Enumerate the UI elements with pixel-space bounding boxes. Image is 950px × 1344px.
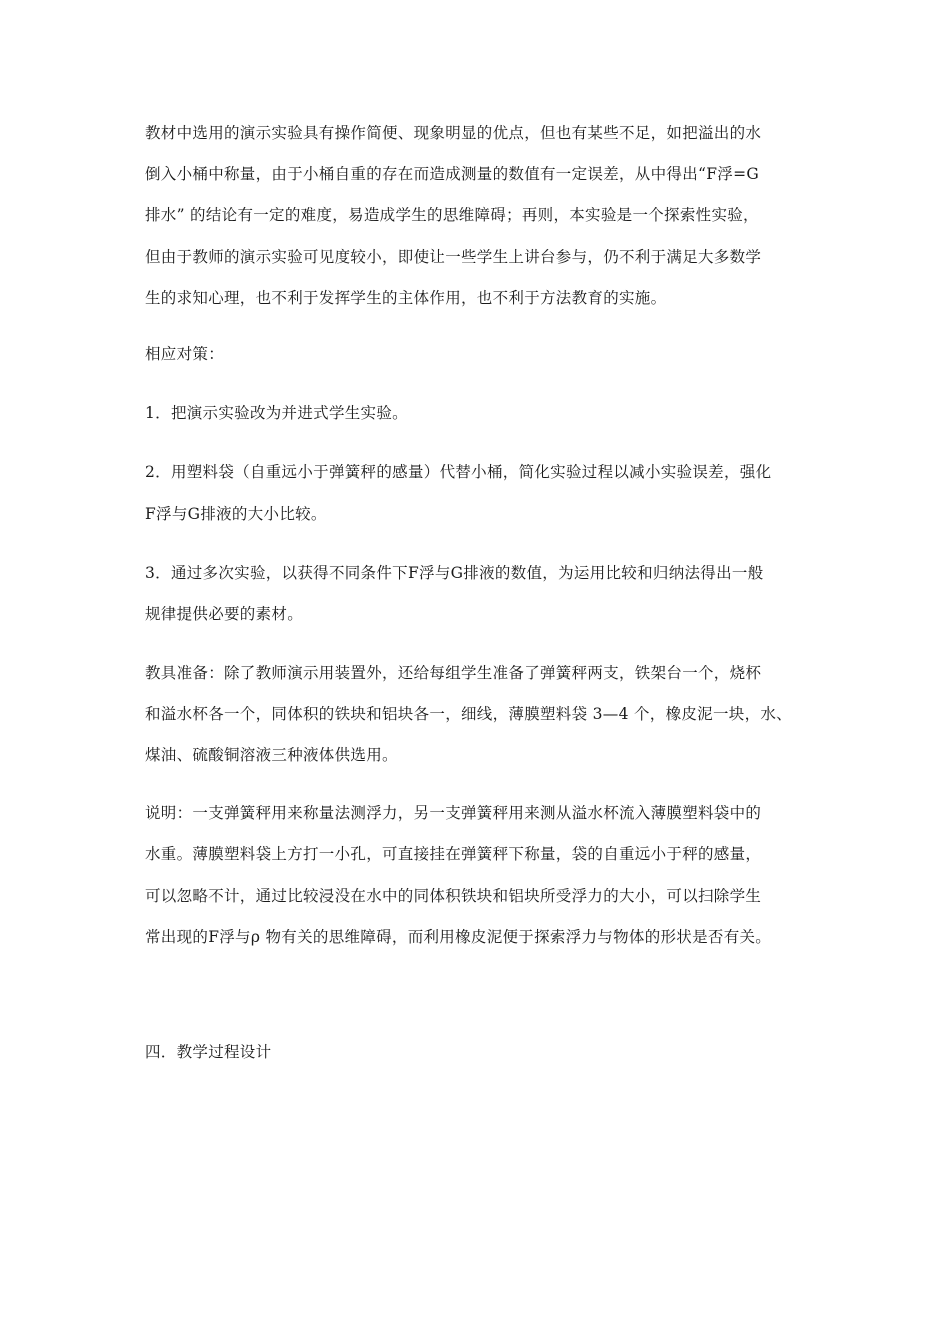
explanation-line-2: 水重。薄膜塑料袋上方打一小孔，可直接挂在弹簧秤下称量，袋的自重远小于秤的感量， xyxy=(145,845,762,863)
explanation-line-1: 说明：一支弹簧秤用来称量法测浮力，另一支弹簧秤用来测从溢水杯流入薄膜塑料袋中的 xyxy=(145,804,762,822)
paragraph-intro-line-2: 倒入小桶中称量，由于小桶自重的存在而造成测量的数值有一定误差，从中得出“F浮=G xyxy=(145,165,760,183)
explanation-line-4: 常出现的F浮与ρ 物有关的思维障碍，而利用橡皮泥便于探索浮力与物体的形状是否有关。 xyxy=(145,928,772,946)
paragraph-intro-line-5: 生的求知心理，也不利于发挥学生的主体作用，也不利于方法教育的实施。 xyxy=(145,289,667,307)
section-heading: 四．教学过程设计 xyxy=(145,1043,272,1061)
countermeasure-item-3-line-1: 3．通过多次实验，以获得不同条件下F浮与G排液的数值，为运用比较和归纳法得出一般 xyxy=(145,564,764,582)
paragraph-intro-line-1: 教材中选用的演示实验具有操作简便、现象明显的优点，但也有某些不足，如把溢出的水 xyxy=(145,124,762,142)
explanation-line-3: 可以忽略不计，通过比较浸没在水中的同体积铁块和铝块所受浮力的大小，可以扫除学生 xyxy=(145,887,762,905)
countermeasure-item-2-line-1: 2．用塑料袋（自重远小于弹簧秤的感量）代替小桶，简化实验过程以减小实验误差，强化 xyxy=(145,463,772,481)
equipment-line-3: 煤油、硫酸铜溶液三种液体供选用。 xyxy=(145,746,398,764)
countermeasure-item-3-line-2: 规律提供必要的素材。 xyxy=(145,605,304,623)
equipment-line-2: 和溢水杯各一个，同体积的铁块和铝块各一，细线，薄膜塑料袋 3—4 个，橡皮泥一块，水、 xyxy=(145,705,792,723)
paragraph-intro-line-3: 排水” 的结论有一定的难度，易造成学生的思维障碍；再则，本实验是一个探索性实验， xyxy=(145,206,759,224)
countermeasure-item-2-line-2: F浮与G排液的大小比较。 xyxy=(145,505,327,523)
countermeasure-item-1: 1．把演示实验改为并进式学生实验。 xyxy=(145,404,408,422)
paragraph-intro-line-4: 但由于教师的演示实验可见度较小，即使让一些学生上讲台参与，仍不利于满足大多数学 xyxy=(145,248,762,266)
countermeasures-heading: 相应对策： xyxy=(145,345,225,363)
equipment-line-1: 教具准备：除了教师演示用装置外，还给每组学生准备了弹簧秤两支，铁架台一个，烧杯 xyxy=(145,664,762,682)
